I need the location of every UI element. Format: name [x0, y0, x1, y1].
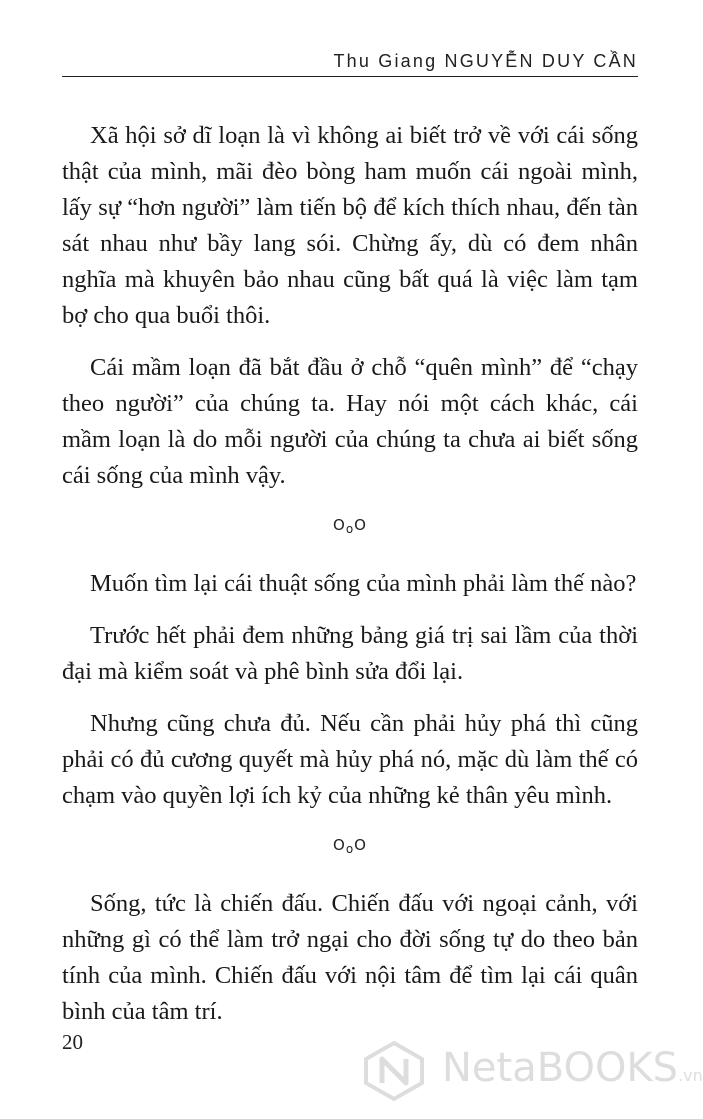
running-title: Thu Giang NGUYỄN DUY CẦN	[333, 51, 638, 71]
separator-circle: O	[354, 516, 367, 534]
separator-circle-small: o	[345, 522, 355, 536]
page-number: 20	[62, 1030, 83, 1054]
paragraph-2: Cái mầm loạn đã bắt đầu ở chỗ “quên mình” để “chạy theo người” của chúng ta. Hay nói một cách khác, cái mầm loạn là do mỗi người của chúng ta chưa ai biết sống cái sống của mình vậy.	[62, 354, 638, 489]
paragraph-5: Nhưng cũng chưa đủ. Nếu cần phải hủy phá thì cũng phải có đủ cương quyết mà hủy phá nó, mặc dù làm thế có chạm vào quyền lợi ích kỷ của những kẻ thân yêu mình.	[62, 710, 638, 809]
paragraph-4: Trước hết phải đem những bảng giá trị sai lầm của thời đại mà kiểm soát và phê bình sửa đổi lại.	[62, 622, 638, 685]
separator-circle: O	[333, 836, 346, 854]
watermark-text	[442, 1045, 703, 1091]
page-body	[62, 118, 638, 1046]
separator-circle: O	[333, 516, 346, 534]
publisher-watermark	[362, 1029, 703, 1109]
paragraph-3: Muốn tìm lại cái thuật sống của mình phải làm thế nào?	[90, 570, 637, 597]
watermark-suffix: .vn	[678, 1066, 703, 1085]
netabooks-logo-icon	[362, 1041, 426, 1101]
watermark-brand: NetaBOOKS	[442, 1045, 679, 1091]
separator-circle: O	[354, 836, 367, 854]
separator-circle-small: o	[345, 842, 355, 856]
section-separator-2	[62, 836, 638, 856]
running-header	[62, 48, 638, 77]
section-separator-1	[62, 516, 638, 536]
paragraph-6: Sống, tức là chiến đấu. Chiến đấu với ngoại cảnh, với những gì có thể làm trở ngại cho đời sống tự do theo bản tính của mình. Chiến đấu với nội tâm để tìm lại cái quân bình của tâm trí.	[62, 890, 638, 1025]
paragraph-1: Xã hội sở dĩ loạn là vì không ai biết trở về với cái sống thật của mình, mãi đèo bòng ham muốn cái ngoài mình, lấy sự “hơn người” làm tiến bộ để kích thích nhau, đến tàn sát nhau như bầy lang sói. Chừng ấy, dù có đem nhân nghĩa mà khuyên bảo nhau cũng bất quá là việc làm tạm bợ cho qua buổi thôi.	[62, 122, 638, 329]
